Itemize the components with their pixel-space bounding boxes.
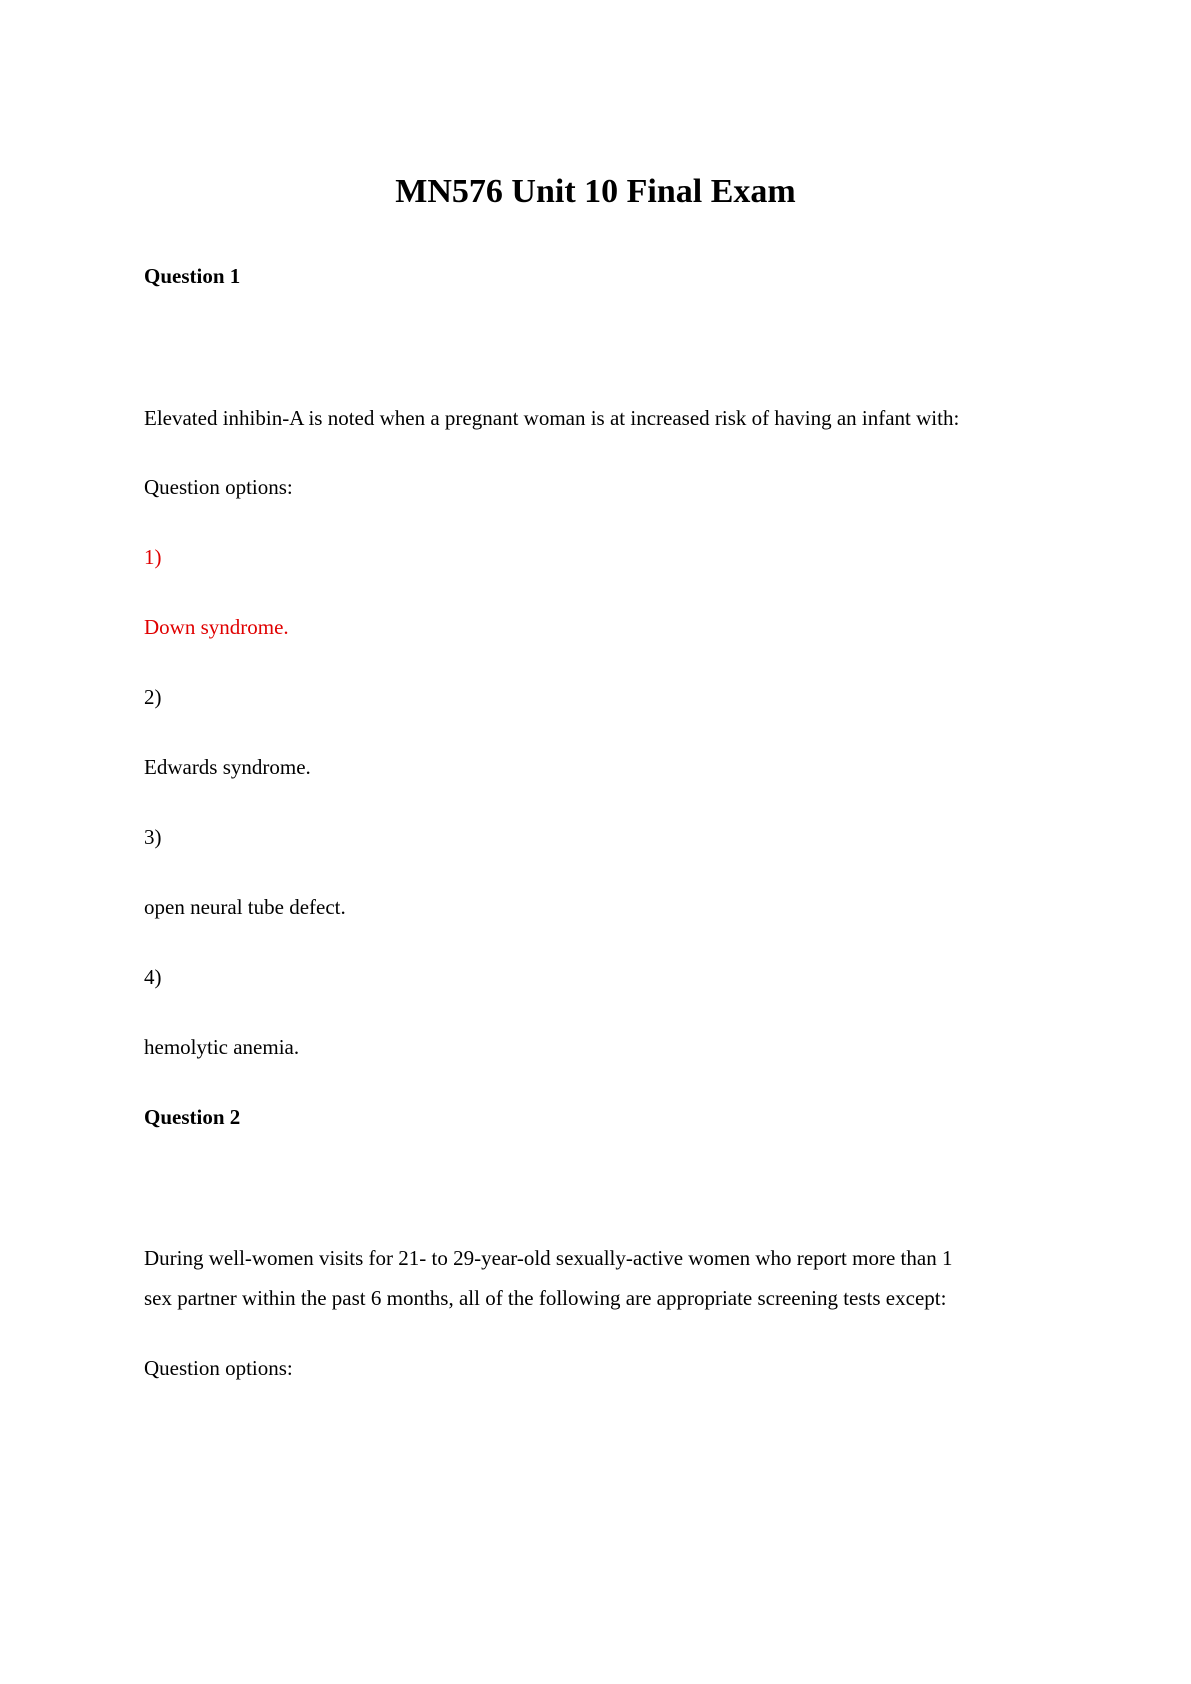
option-4-number: 4) [144,965,162,989]
option-1-text: Down syndrome. [144,615,289,639]
option-1-number: 1) [144,545,162,569]
option-2-text: Edwards syndrome. [144,755,311,779]
question-1-options-label: Question options: [144,475,293,499]
option-3-number: 3) [144,825,162,849]
question-2-prompt-line-2: sex partner within the past 6 months, all of the following are appropriate screening tests except: [144,1286,947,1310]
option-4-text: hemolytic anemia. [144,1035,300,1059]
option-2-number: 2) [144,685,162,709]
question-1-heading: Question 1 [144,264,241,288]
page-title: MN576 Unit 10 Final Exam [395,173,796,210]
question-2-heading: Question 2 [144,1105,241,1129]
question-2-prompt-line-1: During well-women visits for 21- to 29-year-old sexually-active women who report more than 1 [144,1246,953,1270]
option-3-text: open neural tube defect. [144,895,346,919]
question-1-prompt: Elevated inhibin-A is noted when a pregnant woman is at increased risk of having an infant with: [144,406,960,430]
question-2-options-label: Question options: [144,1356,293,1380]
